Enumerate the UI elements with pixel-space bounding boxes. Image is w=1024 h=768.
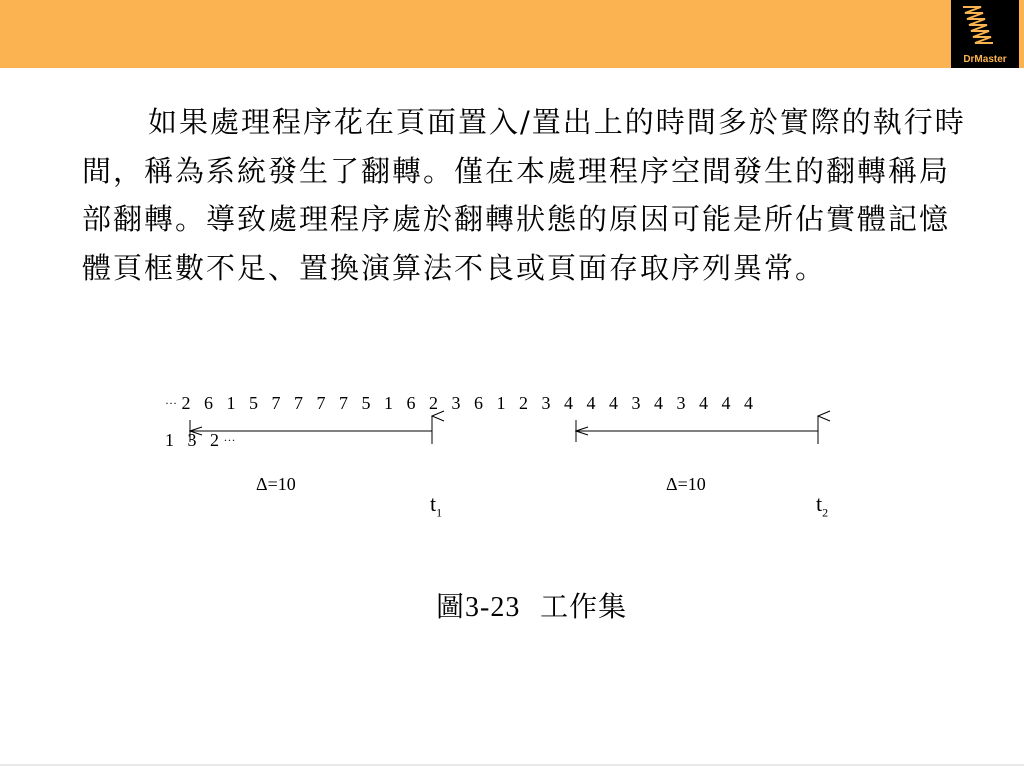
footer-divider	[0, 764, 1024, 766]
ellipsis-start: …	[165, 393, 177, 407]
window-2	[576, 416, 818, 444]
delta-label-1: Δ=10	[256, 474, 296, 494]
reference-sequence-row-2	[165, 430, 236, 451]
caption-number: 3-23	[465, 592, 521, 623]
caption-title: 工作集	[540, 590, 628, 623]
logo-mark-icon	[959, 3, 1011, 51]
sequence-values-2: 1 3 2	[165, 430, 219, 450]
logo-text: DrMaster	[963, 54, 1007, 65]
t2-label: $t_2$	[816, 491, 829, 520]
delta-label-2: Δ=10	[666, 474, 706, 494]
ellipsis-end: …	[223, 430, 236, 444]
caption-prefix: 圖	[436, 590, 466, 623]
header-bar	[0, 0, 1024, 68]
drmaster-logo	[951, 0, 1019, 68]
body-paragraph: 如果處理程序花在頁面置入/置出上的時間多於實際的執行時間，稱為系統發生了翻轉。僅在本處理程序空間發生的翻轉稱局部翻轉。導致處理程序處於翻轉狀態的原因可能是所佔實體記憶體頁框數不足、置換演算法不良或頁面存取序列異常。	[82, 105, 966, 285]
t1-label: $t_1$	[430, 491, 443, 520]
reference-sequence-row-1	[165, 393, 753, 414]
sequence-values-1: 2 6 1 5 7 7 7 7 5 1 6 2 3 6 1 2 3 4 4 4 3 4 3 4 4 4	[181, 393, 753, 413]
figure-caption	[436, 585, 627, 625]
